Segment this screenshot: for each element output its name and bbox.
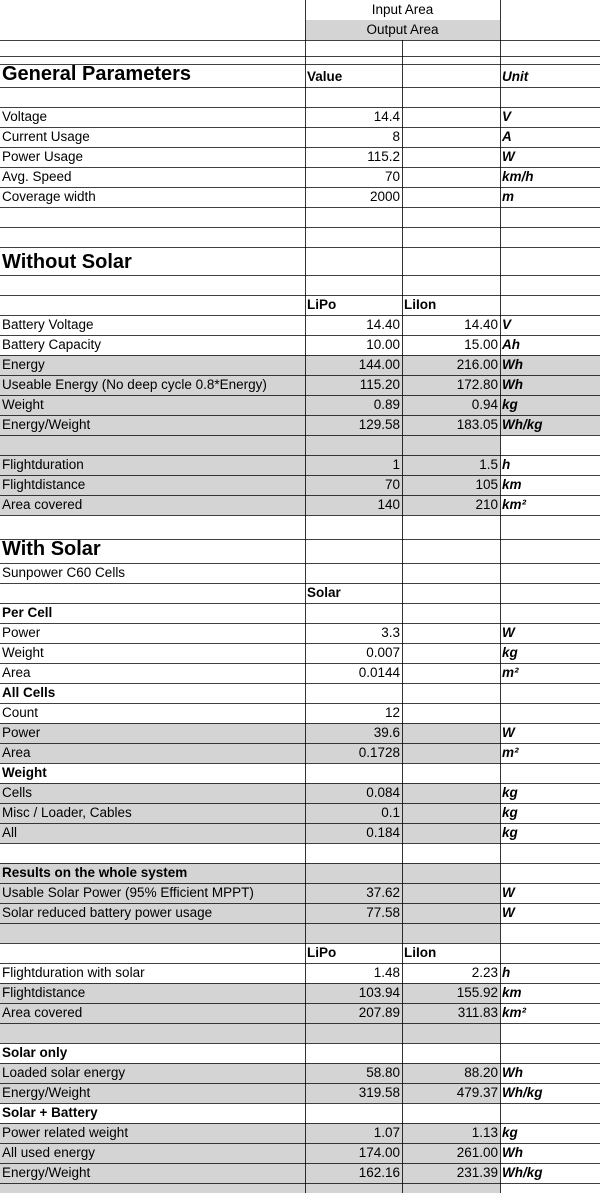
row-value-liion: 231.39 — [456, 1165, 498, 1180]
row-value-lipo: 0.89 — [373, 397, 400, 412]
row-value-lipo: 1.48 — [373, 965, 400, 980]
row-value-lipo: 174.00 — [358, 1145, 400, 1160]
row-unit: Wh/kg — [502, 1085, 543, 1100]
row-label: Power related weight — [2, 1125, 129, 1140]
row-value-liion: 155.92 — [456, 985, 498, 1000]
row-unit: kg — [502, 785, 518, 800]
row-label: Area covered — [2, 1005, 83, 1020]
row-label: Energy/Weight — [2, 417, 91, 432]
row-label: Power Usage — [2, 149, 84, 164]
col-header-lipo: LiPo — [307, 297, 337, 312]
row-label: Area — [2, 665, 31, 680]
col-header-liion: LiIon — [404, 297, 437, 312]
row-value-lipo: 319.58 — [358, 1085, 400, 1100]
row-value-liion: 210 — [475, 497, 498, 512]
row-value-lipo: 70 — [384, 477, 400, 492]
row-value-liion: 261.00 — [456, 1145, 498, 1160]
row-label: Weight — [2, 645, 44, 660]
row-unit: km — [502, 477, 522, 492]
row-value: 39.6 — [373, 725, 400, 740]
row-label: Power — [2, 625, 41, 640]
row-unit: m² — [502, 745, 519, 760]
row-unit: Wh/kg — [502, 1165, 543, 1180]
weight-heading: Weight — [2, 765, 47, 780]
legend-output-area: Output Area — [366, 22, 439, 37]
row-value-lipo: 162.16 — [358, 1165, 400, 1180]
row-label: Coverage width — [2, 189, 96, 204]
row-label: Area covered — [2, 497, 83, 512]
row-unit: m — [502, 189, 515, 204]
row-unit: kg — [502, 1125, 518, 1140]
row-value-liion: 2.23 — [471, 965, 498, 980]
row-value: 77.58 — [366, 905, 400, 920]
row-label: Power — [2, 725, 41, 740]
row-value-lipo: 10.00 — [366, 337, 400, 352]
row-unit: km — [502, 985, 522, 1000]
row-unit: km² — [502, 497, 527, 512]
row-value: 0.184 — [366, 825, 400, 840]
results-heading: Results on the whole system — [2, 865, 188, 880]
row-label: Flightdistance — [2, 477, 86, 492]
row-value-liion: 172.80 — [456, 377, 498, 392]
row-label: Weight — [2, 397, 44, 412]
row-unit: h — [502, 457, 511, 472]
without-solar-heading: Without Solar — [2, 251, 132, 273]
row-value: 0.1 — [381, 805, 400, 820]
row-value: 0.1728 — [358, 745, 400, 760]
row-unit: Wh — [502, 1065, 523, 1080]
row-unit: V — [502, 109, 512, 124]
legend-input-area: Input Area — [371, 2, 434, 17]
row-unit: kg — [502, 825, 518, 840]
col-header-solar: Solar — [307, 585, 341, 600]
row-unit: m² — [502, 665, 519, 680]
col-header-unit: Unit — [502, 69, 529, 84]
row-value-lipo: 115.20 — [359, 377, 400, 392]
row-unit: kg — [502, 645, 518, 660]
row-unit: kg — [502, 805, 518, 820]
row-label: All used energy — [2, 1145, 96, 1160]
col-header-value: Value — [307, 69, 343, 84]
row-label: Battery Capacity — [2, 337, 102, 352]
row-value: 0.0144 — [358, 665, 400, 680]
row-unit: W — [502, 725, 515, 740]
with-solar-heading: With Solar — [2, 538, 101, 560]
row-value: 70 — [384, 169, 400, 184]
all-cells-heading: All Cells — [2, 685, 56, 700]
row-value-lipo: 140 — [377, 497, 400, 512]
row-label: Useable Energy (No deep cycle 0.8*Energy) — [2, 377, 267, 392]
row-unit: Wh — [502, 357, 523, 372]
general-parameters-heading: General Parameters — [2, 63, 192, 85]
row-value: 14.4 — [373, 109, 400, 124]
row-value-liion: 0.94 — [471, 397, 498, 412]
solar-cells-subtitle: Sunpower C60 Cells — [2, 565, 126, 580]
row-value: 3.3 — [381, 625, 400, 640]
row-value-lipo: 129.58 — [358, 417, 400, 432]
row-label: Solar reduced battery power usage — [2, 905, 213, 920]
row-unit: kg — [502, 397, 518, 412]
row-unit: W — [502, 905, 515, 920]
row-label: Loaded solar energy — [2, 1065, 126, 1080]
row-value-liion: 311.83 — [457, 1005, 498, 1020]
row-value-lipo: 1.07 — [373, 1125, 400, 1140]
row-value-lipo: 1 — [392, 457, 400, 472]
row-value: 115.2 — [367, 149, 400, 164]
row-unit: km² — [502, 1005, 527, 1020]
row-label: Flightduration — [2, 457, 84, 472]
row-value-liion: 216.00 — [456, 357, 498, 372]
solar-only-heading: Solar only — [2, 1045, 68, 1060]
row-label: Voltage — [2, 109, 48, 124]
solar-battery-heading: Solar + Battery — [2, 1105, 98, 1120]
row-unit: km/h — [502, 169, 534, 184]
row-value-liion: 183.05 — [456, 417, 498, 432]
col-header-liion-solar: LiIon — [404, 945, 437, 960]
row-label: Current Usage — [2, 129, 90, 144]
row-value-lipo: 103.94 — [358, 985, 400, 1000]
row-label: Flightduration with solar — [2, 965, 145, 980]
row-value: 2000 — [369, 189, 400, 204]
row-value-liion: 1.13 — [471, 1125, 498, 1140]
row-label: Energy — [2, 357, 45, 372]
row-label: Count — [2, 705, 39, 720]
per-cell-heading: Per Cell — [2, 605, 53, 620]
row-unit: Wh — [502, 1145, 523, 1160]
row-label: Usable Solar Power (95% Efficient MPPT) — [2, 885, 254, 900]
row-label: Energy/Weight — [2, 1165, 91, 1180]
row-value: 0.007 — [366, 645, 400, 660]
col-header-lipo-solar: LiPo — [307, 945, 337, 960]
row-value-lipo: 14.40 — [366, 317, 400, 332]
row-value-lipo: 144.00 — [358, 357, 400, 372]
row-label: Energy/Weight — [2, 1085, 91, 1100]
row-label: Area — [2, 745, 31, 760]
row-value-liion: 14.40 — [464, 317, 498, 332]
row-unit: A — [502, 129, 512, 144]
row-label: Misc / Loader, Cables — [2, 805, 132, 820]
row-label: All — [2, 825, 18, 840]
row-unit: W — [502, 625, 515, 640]
row-value-liion: 1.5 — [479, 457, 498, 472]
row-value-liion: 15.00 — [464, 337, 498, 352]
row-value: 8 — [392, 129, 400, 144]
row-unit: V — [502, 317, 512, 332]
row-label: Battery Voltage — [2, 317, 94, 332]
row-label: Cells — [2, 785, 33, 800]
row-value-liion: 479.37 — [456, 1085, 498, 1100]
row-unit: h — [502, 965, 511, 980]
row-value: 37.62 — [366, 885, 400, 900]
row-unit: Wh/kg — [502, 417, 543, 432]
row-unit: W — [502, 885, 515, 900]
row-value-liion: 88.20 — [464, 1065, 498, 1080]
row-value-liion: 105 — [475, 477, 498, 492]
row-label: Avg. Speed — [2, 169, 72, 184]
row-value-lipo: 58.80 — [366, 1065, 400, 1080]
row-label: Flightdistance — [2, 985, 86, 1000]
row-value: 0.084 — [366, 785, 400, 800]
row-unit: W — [502, 149, 515, 164]
row-value: 12 — [384, 705, 400, 720]
row-unit: Wh — [502, 377, 523, 392]
row-value-lipo: 207.89 — [358, 1005, 400, 1020]
row-unit: Ah — [502, 337, 520, 352]
